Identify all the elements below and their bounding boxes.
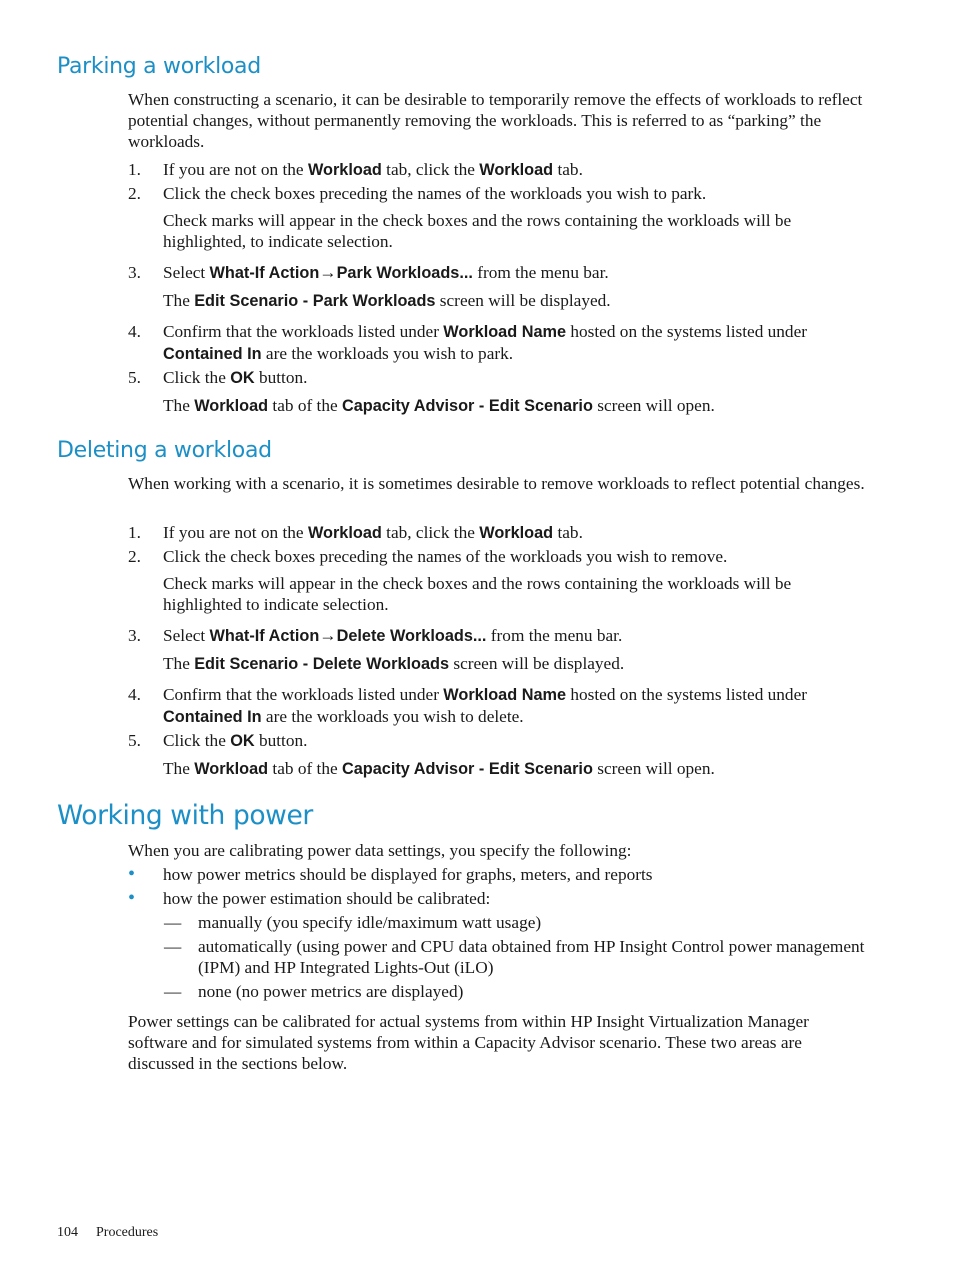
menu-term: Park Workloads...: [336, 264, 473, 282]
ui-term: Capacity Advisor - Edit Scenario: [341, 760, 593, 778]
bullet-item: how power metrics should be displayed for graphs, meters, and reports: [163, 865, 653, 884]
step-number: 5.: [128, 731, 141, 750]
paragraph-parking-intro: When constructing a scenario, it can be desirable to temporarily remove the effects of workloads to reflect potential changes, without permanently removing the workloads. This is referred to as “parking” the workloads.: [128, 90, 863, 151]
step-note: Check marks will appear in the check boxes and the rows containing the workloads will be highlighted to indicate selection.: [163, 574, 792, 614]
step-note: The Edit Scenario - Delete Workloads screen will be displayed.: [163, 654, 625, 673]
step-note: The Workload tab of the Capacity Advisor - Edit Scenario screen will open.: [163, 759, 715, 778]
dash-icon: —: [164, 937, 182, 956]
sub-item: automatically (using power and CPU data obtained from HP Insight Control power management (IPM) and HP Integrated Lights-Out (iLO): [198, 937, 865, 977]
step-number: 1.: [128, 523, 141, 542]
ui-term: Workload: [194, 760, 269, 778]
section-heading-parking: Parking a workload: [57, 54, 261, 79]
ui-term: Contained In: [163, 708, 262, 726]
step-number: 5.: [128, 368, 141, 387]
step-text: Click the check boxes preceding the names of the workloads you wish to park.: [163, 184, 707, 203]
section-heading-deleting: Deleting a workload: [57, 438, 272, 463]
dash-icon: —: [164, 982, 182, 1001]
step-number: 3.: [128, 263, 141, 282]
bullet-icon: •: [128, 863, 136, 885]
ui-term: Workload: [307, 161, 382, 179]
sub-item: manually (you specify idle/maximum watt usage): [198, 913, 542, 932]
page-footer: [57, 1222, 176, 1243]
dash-icon: —: [164, 913, 182, 932]
ui-term: Workload: [307, 524, 382, 542]
step-note: The Edit Scenario - Park Workloads screen will be displayed.: [163, 291, 611, 310]
step-text: If you are not on the Workload tab, click the Workload tab.: [163, 160, 583, 179]
step-text: Click the OK button.: [163, 731, 308, 750]
paragraph-power-closing: Power settings can be calibrated for actual systems from within HP Insight Virtualization Manager software and for simulated systems from within a Capacity Advisor scenario. These two areas are discussed in the sections below.: [128, 1012, 809, 1073]
step-text: Select What-If Action→Delete Workloads... from the menu bar.: [163, 626, 623, 645]
step-number: 4.: [128, 322, 141, 341]
ui-term: OK: [230, 369, 255, 387]
ui-term: Capacity Advisor - Edit Scenario: [341, 397, 593, 415]
step-note: The Workload tab of the Capacity Advisor - Edit Scenario screen will open.: [163, 396, 715, 415]
ui-term: OK: [230, 732, 255, 750]
menu-term: What-If Action: [209, 627, 320, 645]
step-text: Confirm that the workloads listed under Workload Name hosted on the systems listed under Contained In are the workloads you wish to park.: [163, 322, 807, 363]
step-text: Click the check boxes preceding the names of the workloads you wish to remove.: [163, 547, 728, 566]
menu-term: What-If Action: [209, 264, 320, 282]
step-number: 4.: [128, 685, 141, 704]
ui-term: Contained In: [163, 345, 262, 363]
step-note: Check marks will appear in the check boxes and the rows containing the workloads will be highlighted, to indicate selection.: [163, 211, 792, 251]
step-number: 3.: [128, 626, 141, 645]
bullet-item: how the power estimation should be calibrated:: [163, 889, 491, 908]
paragraph-deleting-intro: When working with a scenario, it is sometimes desirable to remove workloads to reflect potential changes.: [128, 474, 865, 493]
ui-term: Workload Name: [443, 323, 567, 341]
step-number: 1.: [128, 160, 141, 179]
step-text: Click the OK button.: [163, 368, 308, 387]
paragraph-power-intro: When you are calibrating power data settings, you specify the following:: [128, 841, 632, 860]
ui-term: Workload Name: [443, 686, 567, 704]
footer-section-title: Procedures: [96, 1225, 159, 1240]
ui-term: Workload: [479, 161, 554, 179]
sub-item: none (no power metrics are displayed): [198, 982, 464, 1001]
step-text: Select What-If Action→Park Workloads... from the menu bar.: [163, 263, 609, 282]
chapter-heading-power: Working with power: [57, 800, 313, 831]
ui-term: Edit Scenario - Delete Workloads: [194, 655, 450, 673]
step-number: 2.: [128, 184, 141, 203]
ui-term: Workload: [194, 397, 269, 415]
bullet-icon: •: [128, 887, 136, 909]
menu-term: Delete Workloads...: [336, 627, 487, 645]
step-text: If you are not on the Workload tab, click the Workload tab.: [163, 523, 583, 542]
step-text: Confirm that the workloads listed under Workload Name hosted on the systems listed under Contained In are the workloads you wish to delete.: [163, 685, 807, 726]
page-number: 104: [57, 1225, 78, 1240]
ui-term: Edit Scenario - Park Workloads: [194, 292, 436, 310]
ui-term: Workload: [479, 524, 554, 542]
step-number: 2.: [128, 547, 141, 566]
